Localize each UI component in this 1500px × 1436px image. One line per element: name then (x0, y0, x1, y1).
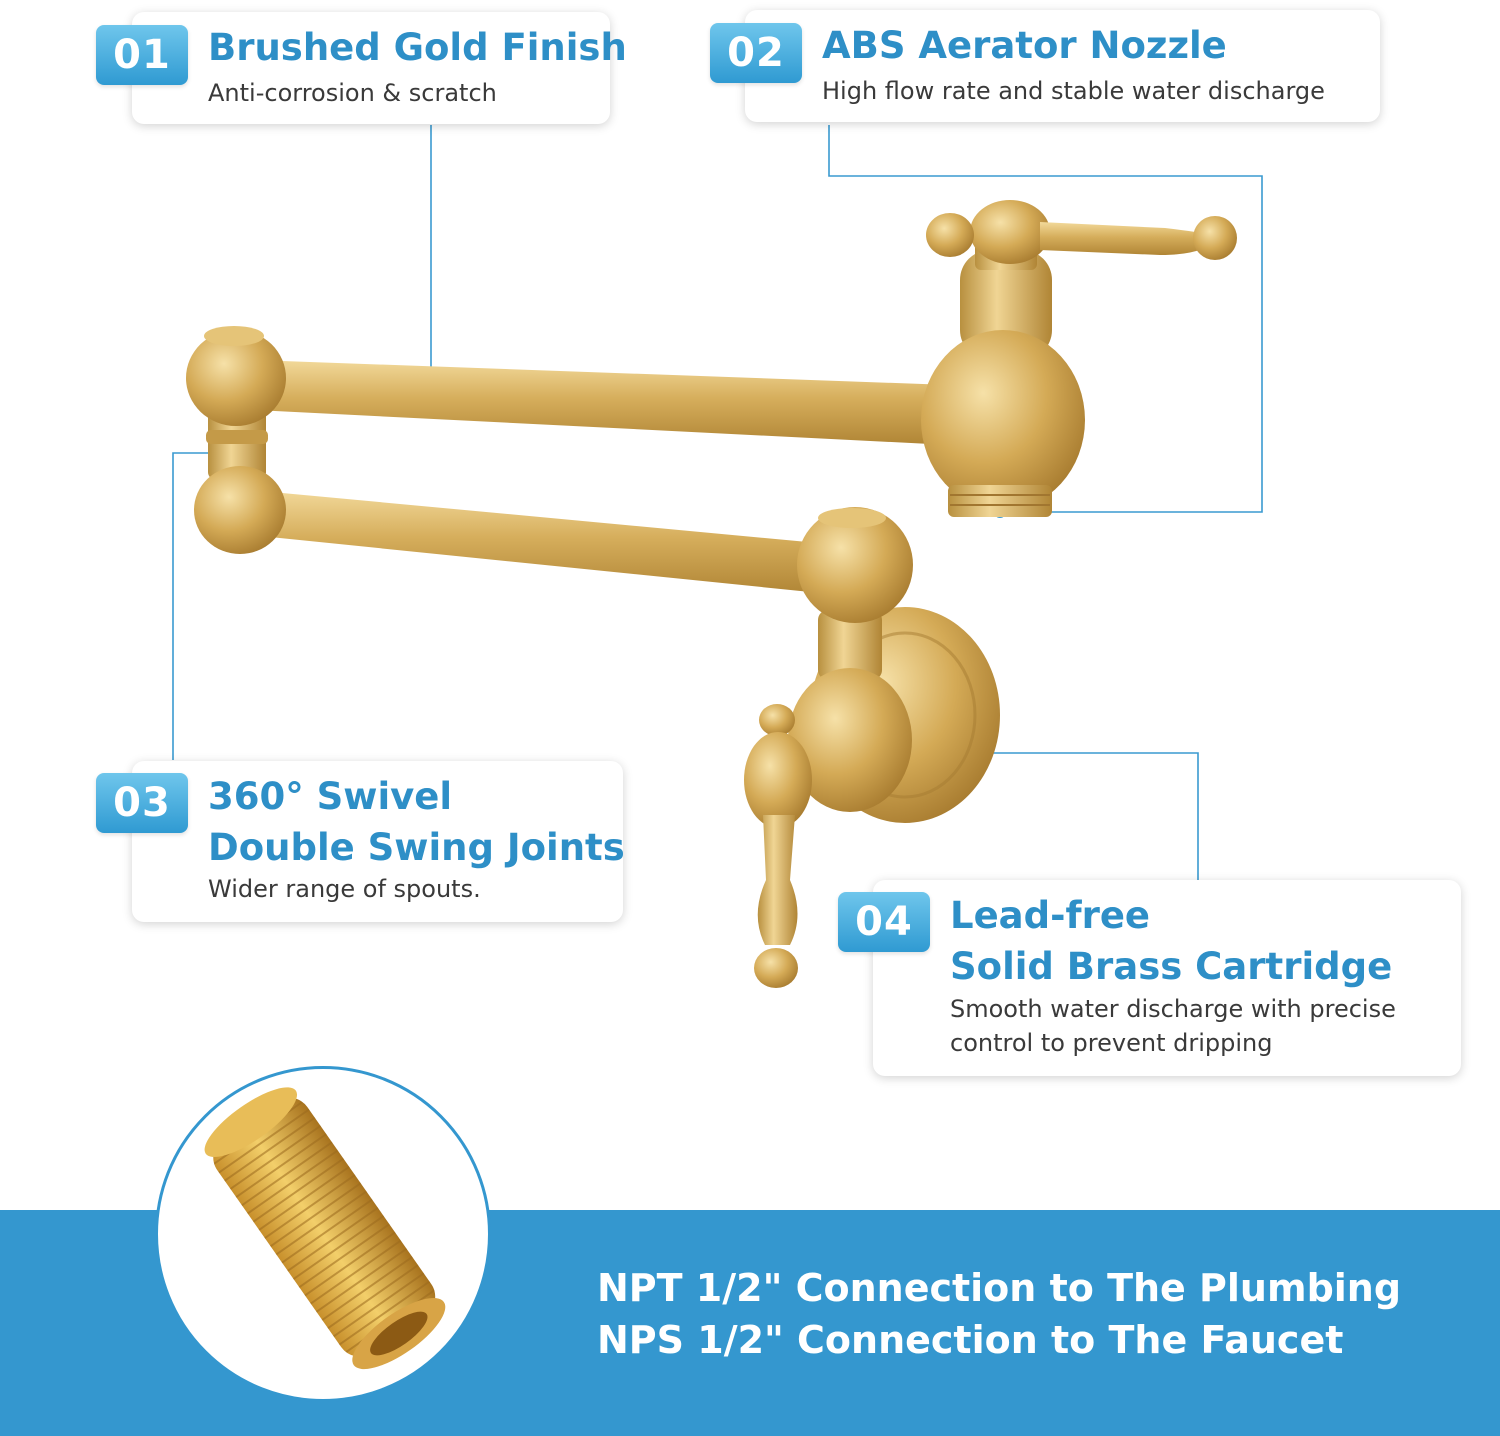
feature-title-04-line1: Lead-free (950, 894, 1151, 937)
top-handle-hub (970, 200, 1050, 264)
feature-title-04-line2: Solid Brass Cartridge (950, 945, 1393, 988)
feature-title-02: ABS Aerator Nozzle (822, 24, 1227, 67)
feature-subtitle-04-line1: Smooth water discharge with precise (950, 995, 1396, 1023)
aerator-nozzle (948, 485, 1052, 517)
feature-subtitle-03: Wider range of spouts. (208, 875, 481, 903)
feature-title-03-line2: Double Swing Joints (208, 826, 625, 869)
feature-badge-04: 04 (838, 892, 930, 952)
feature-badge-03: 03 (96, 773, 188, 833)
feature-title-03-line1: 360° Swivel (208, 775, 453, 818)
lower-swing-arm (250, 490, 840, 595)
feature-badge-02: 02 (710, 23, 802, 83)
feature-badge-01: 01 (96, 25, 188, 85)
feature-title-01: Brushed Gold Finish (208, 26, 627, 69)
lower-lever-handle (758, 815, 798, 945)
lower-joint-ball (194, 466, 286, 554)
threaded-nipple-closeup (155, 1066, 491, 1402)
connection-line-plumbing: NPT 1/2" Connection to The Plumbing (597, 1266, 1402, 1310)
threaded-nipple-icon (158, 1069, 488, 1399)
feature-subtitle-02: High flow rate and stable water discharge (822, 77, 1325, 105)
feature-subtitle-01: Anti-corrosion & scratch (208, 79, 497, 107)
lower-handle-hub (744, 732, 812, 828)
upper-swing-arm (255, 360, 950, 445)
connection-line-faucet: NPS 1/2" Connection to The Faucet (597, 1318, 1344, 1362)
feature-subtitle-04-line2: control to prevent dripping (950, 1029, 1273, 1057)
top-lever-handle (1040, 222, 1210, 255)
spout-body (921, 330, 1085, 510)
